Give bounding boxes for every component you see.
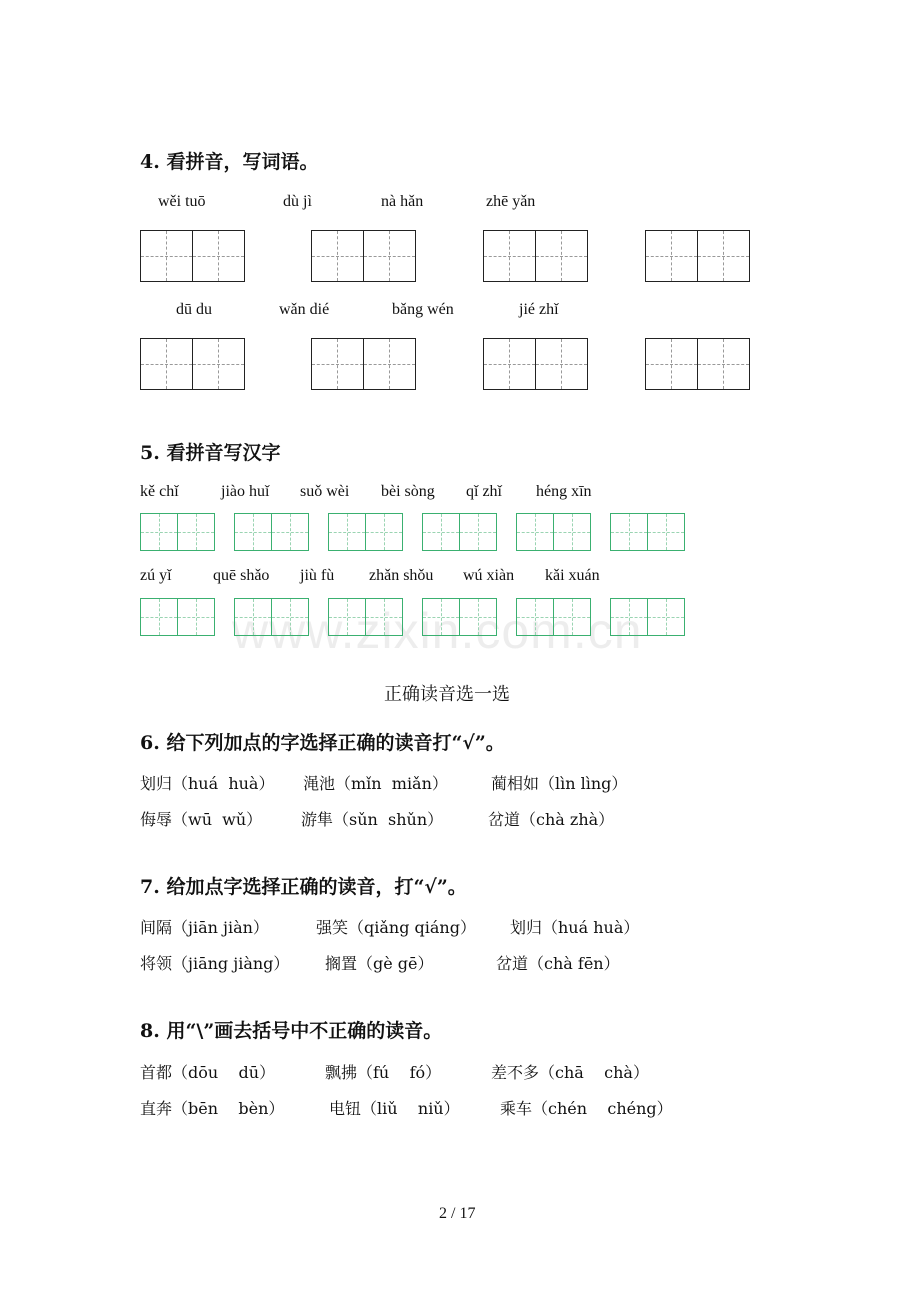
writing-box[interactable] — [140, 230, 245, 282]
writing-box[interactable] — [516, 598, 591, 636]
q4-heading: 4. 看拼音，写词语。 — [140, 151, 319, 173]
writing-box[interactable] — [645, 338, 750, 390]
writing-box[interactable] — [422, 513, 497, 551]
writing-box[interactable] — [140, 598, 215, 636]
q4-pinyin-2: dù jì — [283, 193, 312, 210]
q4-pinyin-7: bǎng wén — [392, 301, 454, 318]
q4-pinyin-8: jié zhǐ — [519, 301, 559, 318]
q5-pinyin-12: kǎi xuán — [545, 567, 600, 584]
q6-item-2: 渑池（mǐn miǎn） — [303, 774, 448, 793]
q8-item-1: 首都（dōu dū） — [140, 1063, 276, 1082]
q5-pinyin-2: jiào huǐ — [221, 483, 270, 500]
q5-pinyin-5: qǐ zhǐ — [466, 483, 502, 500]
writing-box[interactable] — [234, 598, 309, 636]
q5-pinyin-9: jiù fù — [300, 567, 335, 584]
writing-box[interactable] — [422, 598, 497, 636]
writing-box[interactable] — [234, 513, 309, 551]
writing-box[interactable] — [140, 338, 245, 390]
q7-item-5: 搁置（gè gē） — [325, 954, 434, 973]
q5-pinyin-6: héng xīn — [536, 483, 592, 500]
q5-pinyin-11: wú xiàn — [463, 567, 515, 584]
q5-pinyin-7: zú yǐ — [140, 567, 172, 584]
q4-pinyin-3: nà hǎn — [381, 193, 424, 210]
q6-item-6: 岔道（chà zhà） — [488, 810, 615, 829]
q6-heading: 6. 给下列加点的字选择正确的读音打“√”。 — [140, 732, 505, 754]
q8-item-6: 乘车（chén chéng） — [500, 1099, 673, 1118]
q5-pinyin-8: quē shǎo — [213, 567, 270, 584]
q6-item-3: 蔺相如（lìn lìng） — [491, 774, 628, 793]
writing-box[interactable] — [483, 230, 588, 282]
q7-item-2: 强笑（qiǎng qiáng） — [316, 918, 476, 937]
section-title: 正确读音选一选 — [384, 684, 510, 705]
writing-box[interactable] — [328, 513, 403, 551]
q7-item-1: 间隔（jiān jiàn） — [140, 918, 269, 937]
q5-heading: 5. 看拼音写汉字 — [140, 442, 281, 464]
q4-pinyin-6: wǎn dié — [279, 301, 330, 318]
q5-pinyin-10: zhǎn shǒu — [369, 567, 434, 584]
q8-item-4: 直奔（bēn bèn） — [140, 1099, 285, 1118]
q5-pinyin-1: kě chǐ — [140, 483, 179, 500]
q8-item-3: 差不多（chā chà） — [491, 1063, 649, 1082]
q6-item-1: 划归（huá huà） — [140, 774, 275, 793]
q6-item-4: 侮辱（wū wǔ） — [140, 810, 263, 829]
q5-pinyin-3: suǒ wèi — [300, 483, 350, 500]
writing-box[interactable] — [516, 513, 591, 551]
q8-item-2: 飘拂（fú fó） — [325, 1063, 442, 1082]
q8-item-5: 电钮（liǔ niǔ） — [329, 1099, 460, 1118]
q7-item-3: 划归（huá huà） — [510, 918, 640, 937]
writing-box[interactable] — [311, 230, 416, 282]
writing-box[interactable] — [645, 230, 750, 282]
q4-pinyin-5: dū du — [176, 301, 212, 318]
page-number: 2 / 17 — [439, 1205, 476, 1222]
writing-box[interactable] — [140, 513, 215, 551]
writing-box[interactable] — [311, 338, 416, 390]
q4-pinyin-1: wěi tuō — [158, 193, 206, 210]
q6-item-5: 游隼（sǔn shǔn） — [301, 810, 444, 829]
q7-heading: 7. 给加点字选择正确的读音，打“√”。 — [140, 876, 467, 898]
q7-item-6: 岔道（chà fēn） — [496, 954, 620, 973]
watermark: www.zixin.com.cn — [232, 603, 643, 659]
q5-pinyin-4: bèi sòng — [381, 483, 435, 500]
q4-pinyin-4: zhē yǎn — [486, 193, 536, 210]
writing-box[interactable] — [610, 513, 685, 551]
writing-box[interactable] — [483, 338, 588, 390]
writing-box[interactable] — [328, 598, 403, 636]
writing-box[interactable] — [610, 598, 685, 636]
q7-item-4: 将领（jiāng jiàng） — [140, 954, 290, 973]
q8-heading: 8. 用“\”画去括号中不正确的读音。 — [140, 1020, 443, 1042]
